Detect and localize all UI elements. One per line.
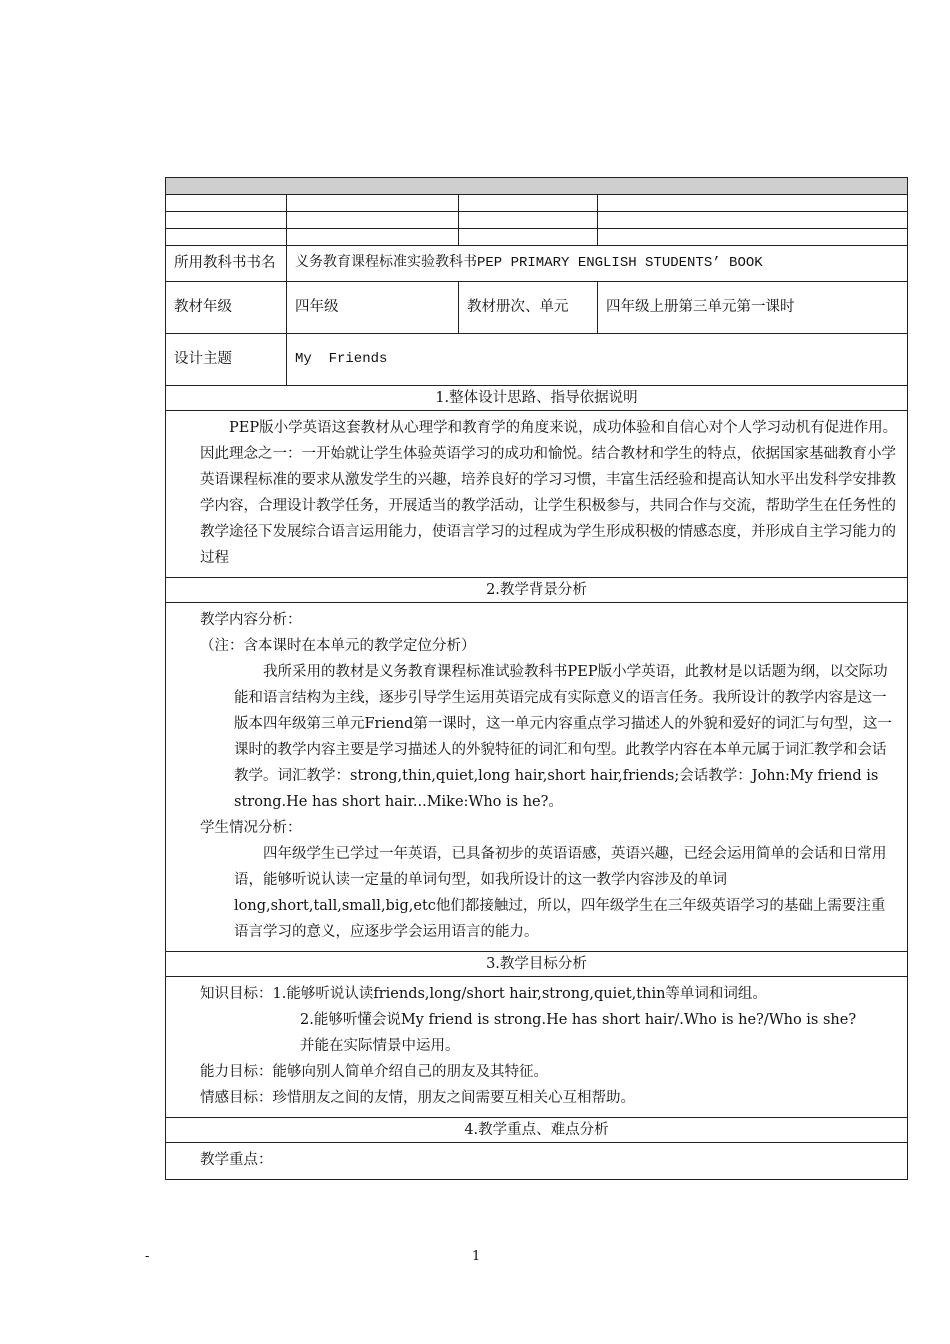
- textbook-label: 所用教科书书名: [166, 246, 287, 282]
- footer-dash: -: [145, 1249, 150, 1264]
- content-analysis-label: 教学内容分析：: [200, 612, 302, 628]
- content-analysis-note: （注：含本课时在本单元的教学定位分析）: [200, 638, 476, 654]
- section-3-body: [166, 977, 908, 1118]
- knowledge-goal-1: 知识目标：1.能够听说认读friends,long/short hair,strong,quiet,thin等单词和词组。: [200, 986, 767, 1002]
- section-4-body: [166, 1143, 908, 1180]
- section-2-title: 2.教学背景分析: [166, 578, 908, 603]
- section-2-header: [166, 578, 908, 603]
- theme-label: 设计主题: [166, 334, 287, 386]
- section-3-title: 3.教学目标分析: [166, 952, 908, 977]
- lesson-plan-table: [165, 177, 908, 1180]
- section-4-header: [166, 1118, 908, 1143]
- table-header-bar: [166, 178, 908, 195]
- empty-row: [166, 212, 908, 229]
- volume-value: 四年级上册第三单元第一课时: [598, 282, 908, 334]
- grade-label: 教材年级: [166, 282, 287, 334]
- textbook-value: 义务教育课程标准实验教科书PEP PRIMARY ENGLISH STUDENTS’ BOOK: [287, 246, 908, 282]
- student-analysis-label: 学生情况分析：: [200, 820, 302, 836]
- section-1-title: 1.整体设计思路、指导依据说明: [166, 386, 908, 411]
- ability-goal: 能力目标：能够向别人简单介绍自己的朋友及其特征。: [200, 1064, 548, 1080]
- emotion-goal: 情感目标：珍惜朋友之间的友情，朋友之间需要互相关心互相帮助。: [200, 1090, 635, 1106]
- section-1-body: [166, 411, 908, 578]
- grade-value: 四年级: [287, 282, 459, 334]
- theme-value: My Friends: [287, 334, 908, 386]
- page-number: 1: [472, 1249, 481, 1264]
- section-1-header: [166, 386, 908, 411]
- section-1-text: PEP版小学英语这套教材从心理学和教育学的角度来说，成功体验和自信心对个人学习动机有促进作用。因此理念之一：一开始就让学生体验英语学习的成功和愉悦。结合教材和学生的特点，依据国家基础教育小学英语课程标准的要求从激发学生的兴趣，培养良好的学习习惯，丰富生活经验和提高认知水平出发科学安排教学内容，合理设计教学任务，开展适当的教学活动，让学生积极参与，共同合作与交流，帮助学生在任务性的教学途径下发展综合语言运用能力，使语言学习的过程成为学生形成积极的情感态度，并形成自主学习能力的过程: [200, 420, 898, 566]
- teaching-focus-label: 教学重点：: [200, 1152, 273, 1168]
- section-4-title: 4.教学重点、难点分析: [166, 1118, 908, 1143]
- knowledge-goal-3: 并能在实际情景中运用。: [300, 1038, 460, 1054]
- empty-row: [166, 229, 908, 246]
- content-analysis-text: 我所采用的教材是义务教育课程标准试验教科书PEP版小学英语，此教材是以话题为纲，以交际功能和语言结构为主线，逐步引导学生运用英语完成有实际意义的语言任务。我所设计的教学内容是这一版本四年级第三单元Friend第一课时，这一单元内容重点学习描述人的外貌和爱好的词汇与句型，这一课时的教学内容主要是学习描述人的外貌特征的词汇和句型。此教学内容在本单元属于词汇教学和会话教学。词汇教学：strong,thin,quiet,long hair,short hair,friends;会话教学：John:My friend is strong.He has short hair...Mike:Who is he?。: [234, 664, 892, 810]
- textbook-row: [166, 246, 908, 282]
- volume-label: 教材册次、单元: [459, 282, 598, 334]
- student-analysis-text: 四年级学生已学过一年英语，已具备初步的英语语感，英语兴趣，已经会运用简单的会话和日常用语，能够听说认读一定量的单词句型，如我所设计的这一教学内容涉及的单词long,short,tall,small,big,etc他们都接触过，所以，四年级学生在三年级英语学习的基础上需要注重语言学习的意义，应逐步学会运用语言的能力。: [234, 846, 887, 940]
- section-3-header: [166, 952, 908, 977]
- empty-row: [166, 195, 908, 212]
- knowledge-goal-2: 2.能够听懂会说My friend is strong.He has short hair/.Who is he?/Who is she?: [300, 1012, 857, 1028]
- theme-row: [166, 334, 908, 386]
- section-2-body: [166, 603, 908, 952]
- grade-row: [166, 282, 908, 334]
